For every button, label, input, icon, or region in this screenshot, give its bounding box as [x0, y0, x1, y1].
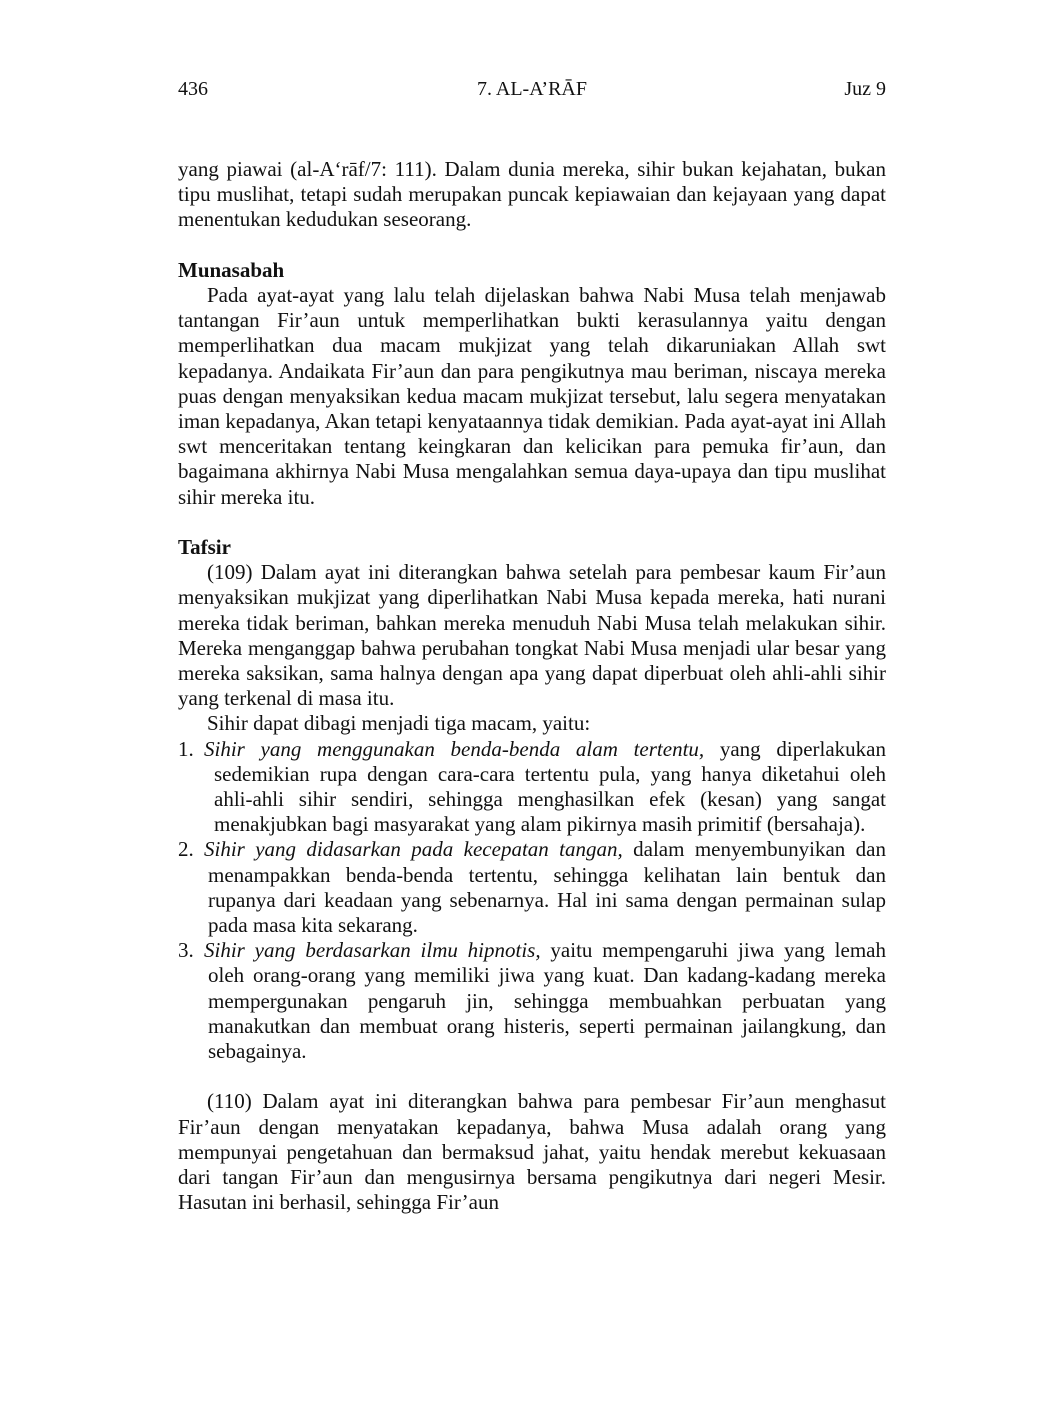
list-item-number: 1.: [178, 736, 194, 761]
munasabah-heading: Munasabah: [178, 257, 285, 282]
page-number: 436: [178, 78, 208, 100]
kinds-intro: Sihir dapat dibagi menjadi tiga macam, yaitu:: [207, 711, 591, 736]
list-item-text: yang diperlakukan sedemikian rupa dengan cara-cara tertentu pula, yang hanya diketahui oleh ahli-ahli sihir sendiri, sehingga menghasilkan efek (kesan) yang sangat menakjubkan bagi masyarakat yang alam pikirnya masih primitif (bersahaja).: [214, 736, 886, 837]
running-header: [178, 76, 886, 102]
intro-paragraph: yang piawai (al-A‘rāf/7: 111). Dalam dunia mereka, sihir bukan kejahatan, bukan tipu muslihat, tetapi sudah merupakan puncak kepiawaian dan kejayaan yang dapat menentukan kedudukan seseorang.: [178, 157, 886, 232]
list-item: [178, 938, 886, 1064]
list-item: [178, 837, 886, 938]
list-item-term: Sihir yang menggunakan benda-benda alam tertentu,: [204, 736, 705, 761]
body-text: [178, 157, 886, 1215]
section-gap: [178, 510, 886, 535]
chapter-title: 7. AL-A’RĀF: [476, 78, 587, 100]
list-item-text: yaitu mempengaruhi jiwa yang lemah oleh orang-orang yang memiliki jiwa yang kuat. Dan kadang-kadang mereka mempergunakan pengaruh jin, sehingga membuahkan perbuatan yang manakutkan dan membuat orang histeris, seperti permainan jailangkung, dan sebagainya.: [208, 938, 886, 1064]
list-item-term: Sihir yang didasarkan pada kecepatan tangan,: [204, 837, 623, 862]
tafsir-heading: Tafsir: [178, 535, 231, 560]
book-page: [178, 0, 886, 1417]
juz-label: Juz 9: [844, 78, 886, 100]
list-item: [178, 737, 886, 838]
list-item-text: dalam menyembunyikan dan menampakkan benda-benda tertentu, sehingga kelihatan lain bentuk dan rupanya dari keadaan yang sebenarnya. Hal ini sama dengan permainan sulap pada masa kita sekarang.: [208, 837, 886, 938]
tafsir-paragraph-110: (110) Dalam ayat ini diterangkan bahwa para pembesar Fir’aun menghasut Fir’aun dengan menyatakan kepadanya, bahwa Musa adalah orang yang mempunyai pengetahuan dan bermaksud jahat, yaitu hendak merebut kekuasaan dari tangan Fir’aun dan mengusirnya bersama pengikutnya dari negeri Mesir. Hasutan ini berhasil, sehingga Fir’aun: [178, 1089, 886, 1215]
list-item-number: 3.: [178, 938, 194, 963]
section-gap: [178, 233, 886, 258]
tafsir-paragraph-109: (109) Dalam ayat ini diterangkan bahwa setelah para pembesar kaum Fir’aun menyaksikan mukjizat yang diperlihatkan Nabi Musa kepada mereka, hati nurani mereka tidak beriman, bahkan mereka menuduh Nabi Musa telah melakukan sihir. Mereka menganggap bahwa perubahan tongkat Nabi Musa menjadi ular besar yang mereka saksikan, sama halnya dengan apa yang dapat diperbuat oleh ahli-ahli sihir yang terkenal di masa itu.: [178, 560, 886, 711]
munasabah-paragraph: Pada ayat-ayat yang lalu telah dijelaskan bahwa Nabi Musa telah menjawab tantangan Fir’aun untuk memperlihatkan bukti kerasulannya yaitu dengan memperlihatkan dua macam mukjizat yang telah dikaruniakan Allah swt kepadanya. Andaikata Fir’aun dan para pengikutnya mau beriman, niscaya mereka puas dengan menyaksikan kedua macam mukjizat tersebut, lalu segera menyatakan iman kepadanya, Akan tetapi kenyataannya tidak demikian. Pada ayat-ayat ini Allah swt menceritakan tentang keingkaran dan kelicikan para pemuka fir’aun, dan bagaimana akhirnya Nabi Musa mengalahkan semua daya-upaya dan tipu muslihat sihir mereka itu.: [178, 283, 886, 509]
kinds-of-magic-list: [178, 737, 886, 1065]
section-gap: [178, 1064, 886, 1089]
list-item-number: 2.: [178, 837, 194, 862]
list-item-term: Sihir yang berdasarkan ilmu hipnotis,: [204, 938, 541, 963]
